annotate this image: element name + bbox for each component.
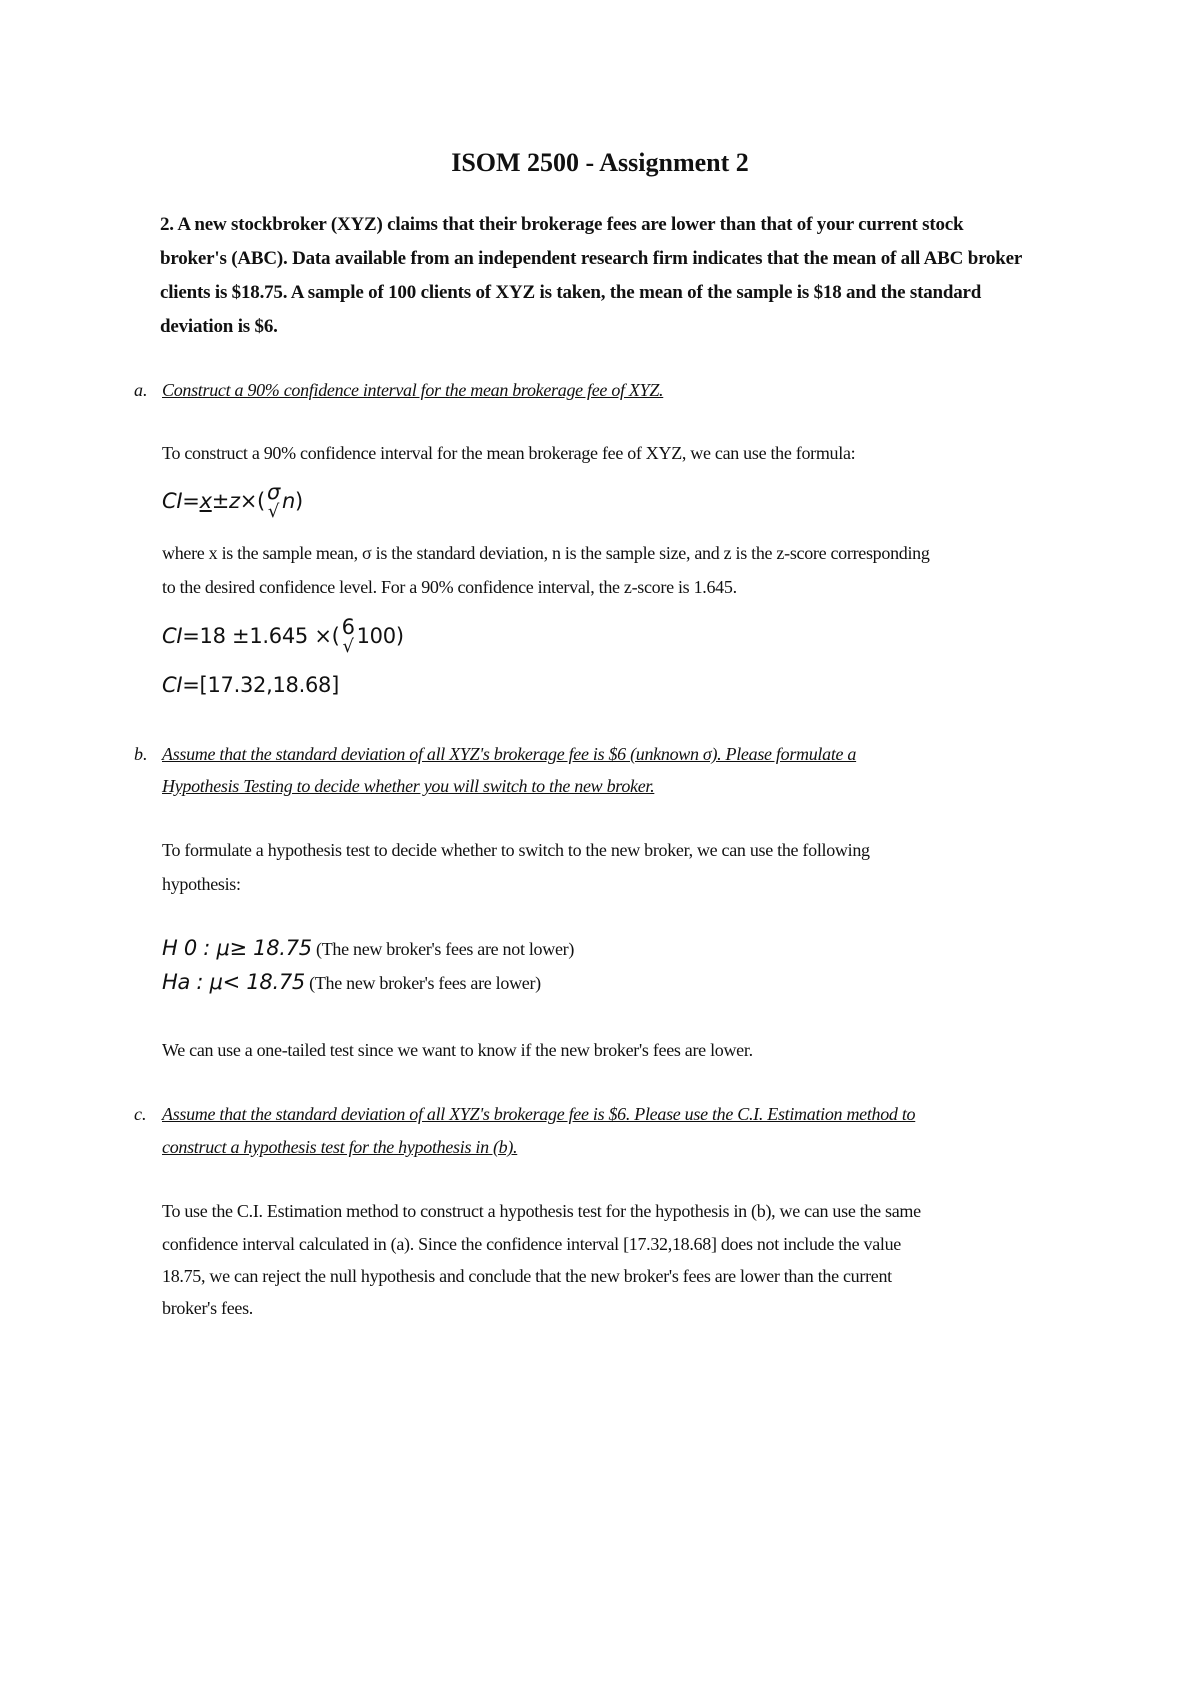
part-a-label: a. xyxy=(134,380,148,400)
part-b-heading-1: Assume that the standard deviation of all XYZ's brokerage fee is $6 (unknown σ). Please formulate a xyxy=(162,744,857,764)
part-b-label: b. xyxy=(134,744,148,764)
part-b-heading-2: Hypothesis Testing to decide whether you will switch to the new broker. xyxy=(162,776,655,796)
part-a-text-2: where x is the sample mean, σ is the standard deviation, n is the sample size, and z is the z-score corresponding xyxy=(162,543,930,563)
part-c-heading-2: construct a hypothesis test for the hypothesis in (b). xyxy=(162,1137,518,1157)
question-line-1: 2. A new stockbroker (XYZ) claims that their brokerage fees are lower than that of your current stock xyxy=(160,214,964,235)
document-title: ISOM 2500 - Assignment 2 xyxy=(451,148,749,177)
part-c-text-1: To use the C.I. Estimation method to construct a hypothesis test for the hypothesis in (b), we can use the same xyxy=(162,1201,921,1221)
question-line-4: deviation is $6. xyxy=(160,316,278,337)
formula-ci-values: CI=18 ±1.645 ×( 6 √ 100) xyxy=(162,615,404,657)
formula-ci-general: CI=x±z×( σ √ n) xyxy=(162,480,303,522)
alternative-hypothesis: Ha : μ< 18.75 (The new broker's fees are lower) xyxy=(162,970,541,994)
part-a-text-1: To construct a 90% confidence interval for the mean brokerage fee of XYZ, we can use the formula: xyxy=(162,443,856,463)
part-b-text-2: hypothesis: xyxy=(162,874,241,894)
part-c-text-2: confidence interval calculated in (a). Since the confidence interval [17.32,18.68] does not include the value xyxy=(162,1234,901,1254)
null-hypothesis: H 0 : μ≥ 18.75 (The new broker's fees are not lower) xyxy=(162,936,575,960)
part-c-heading-1: Assume that the standard deviation of all XYZ's brokerage fee is $6. Please use the C.I. Estimation method to xyxy=(162,1104,916,1124)
part-b-text-3: We can use a one-tailed test since we want to know if the new broker's fees are lower. xyxy=(162,1040,753,1060)
part-c-text-3: 18.75, we can reject the null hypothesis and conclude that the new broker's fees are lower than the current xyxy=(162,1266,892,1286)
part-a-text-3: to the desired confidence level. For a 90% confidence interval, the z-score is 1.645. xyxy=(162,577,737,597)
six-over-root-fraction: 6 √ xyxy=(341,615,355,657)
part-c-label: c. xyxy=(134,1104,147,1124)
question-line-2: broker's (ABC). Data available from an independent research firm indicates that the mean of all ABC broker xyxy=(160,248,1023,269)
question-line-3: clients is $18.75. A sample of 100 clients of XYZ is taken, the mean of the sample is $18 and the standard xyxy=(160,282,982,303)
part-a-heading: Construct a 90% confidence interval for the mean brokerage fee of XYZ. xyxy=(162,380,664,400)
part-b-text-1: To formulate a hypothesis test to decide whether to switch to the new broker, we can use the following xyxy=(162,840,870,860)
part-c-text-4: broker's fees. xyxy=(162,1298,254,1318)
sigma-over-root-fraction: σ √ xyxy=(266,480,280,522)
formula-ci-result: CI=[17.32,18.68] xyxy=(162,673,339,697)
